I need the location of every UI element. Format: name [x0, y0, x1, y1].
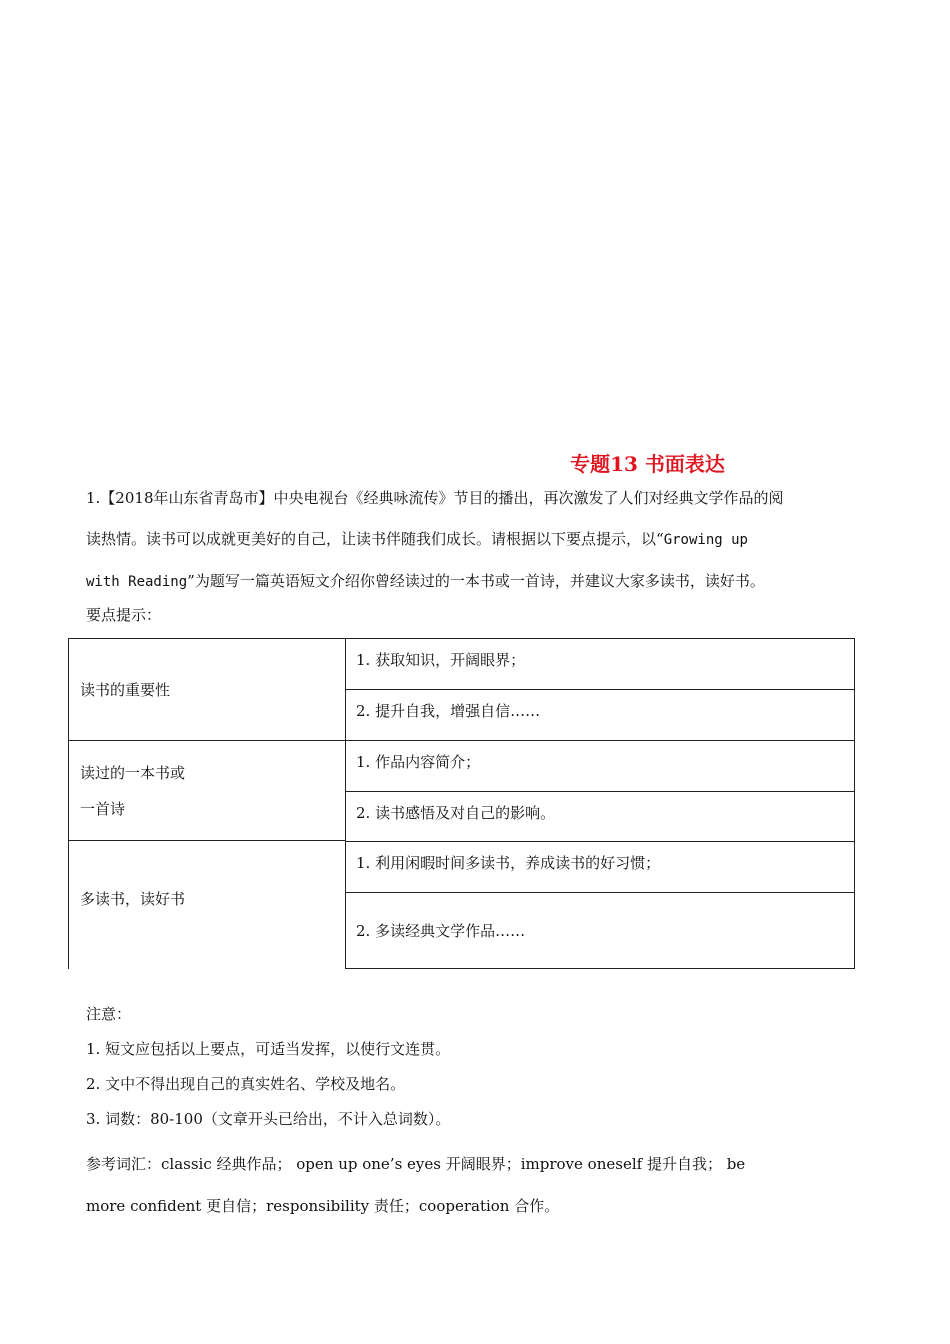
essay-title-part-1: Growing up [663, 532, 748, 548]
note-item: 3. 词数：80-100（文章开头已给出，不计入总词数）。 [86, 1110, 451, 1128]
notes-section [86, 1003, 876, 1143]
table-point: 1. 作品内容简介； [345, 740, 855, 791]
question-paragraph [86, 478, 866, 603]
points-table [68, 638, 855, 969]
note-item: 2. 文中不得出现自己的真实姓名、学校及地名。 [86, 1075, 406, 1093]
table-category: 读书的重要性 [68, 638, 345, 740]
question-line-3: with Reading”为题写一篇英语短文介绍你曾经读过的一本书或一首诗，并建议大家多读书，读好书。 [86, 572, 765, 590]
tips-label: 要点提示： [86, 606, 162, 624]
table-category: 读过的一本书或 一首诗 [68, 740, 345, 841]
table-point: 2. 读书感悟及对自己的影响。 [345, 791, 855, 841]
table-point: 2. 提升自我，增强自信…… [345, 689, 855, 740]
essay-title-part-2: with Reading [86, 574, 188, 590]
reference-vocabulary [86, 1143, 876, 1227]
table-point: 1. 获取知识，开阔眼界； [345, 638, 855, 689]
notes-label: 注意： [86, 1005, 132, 1023]
vocab-line-2: more confident 更自信；responsibility 责任；cooperation 合作。 [86, 1197, 560, 1215]
question-line-1: 1.【2018年山东省青岛市】中央电视台《经典咏流传》节目的播出，再次激发了人们对经典文学作品的阅 [86, 489, 784, 507]
vocab-line-1: 参考词汇：classic 经典作品； open up one’s eyes 开阔眼界；improve oneself 提升自我； be [86, 1155, 746, 1173]
table-category: 多读书，读好书 [68, 841, 345, 969]
question-line-2: 读热情。读书可以成就更美好的自己，让读书伴随我们成长。请根据以下要点提示，以“Growing up [86, 530, 748, 548]
table-point: 2. 多读经典文学作品…… [345, 892, 855, 969]
page-title: 专题13 书面表达 [570, 452, 725, 476]
note-item: 1. 短文应包括以上要点，可适当发挥，以使行文连贯。 [86, 1040, 451, 1058]
table-point: 1. 利用闲暇时间多读书，养成读书的好习惯； [345, 841, 855, 892]
